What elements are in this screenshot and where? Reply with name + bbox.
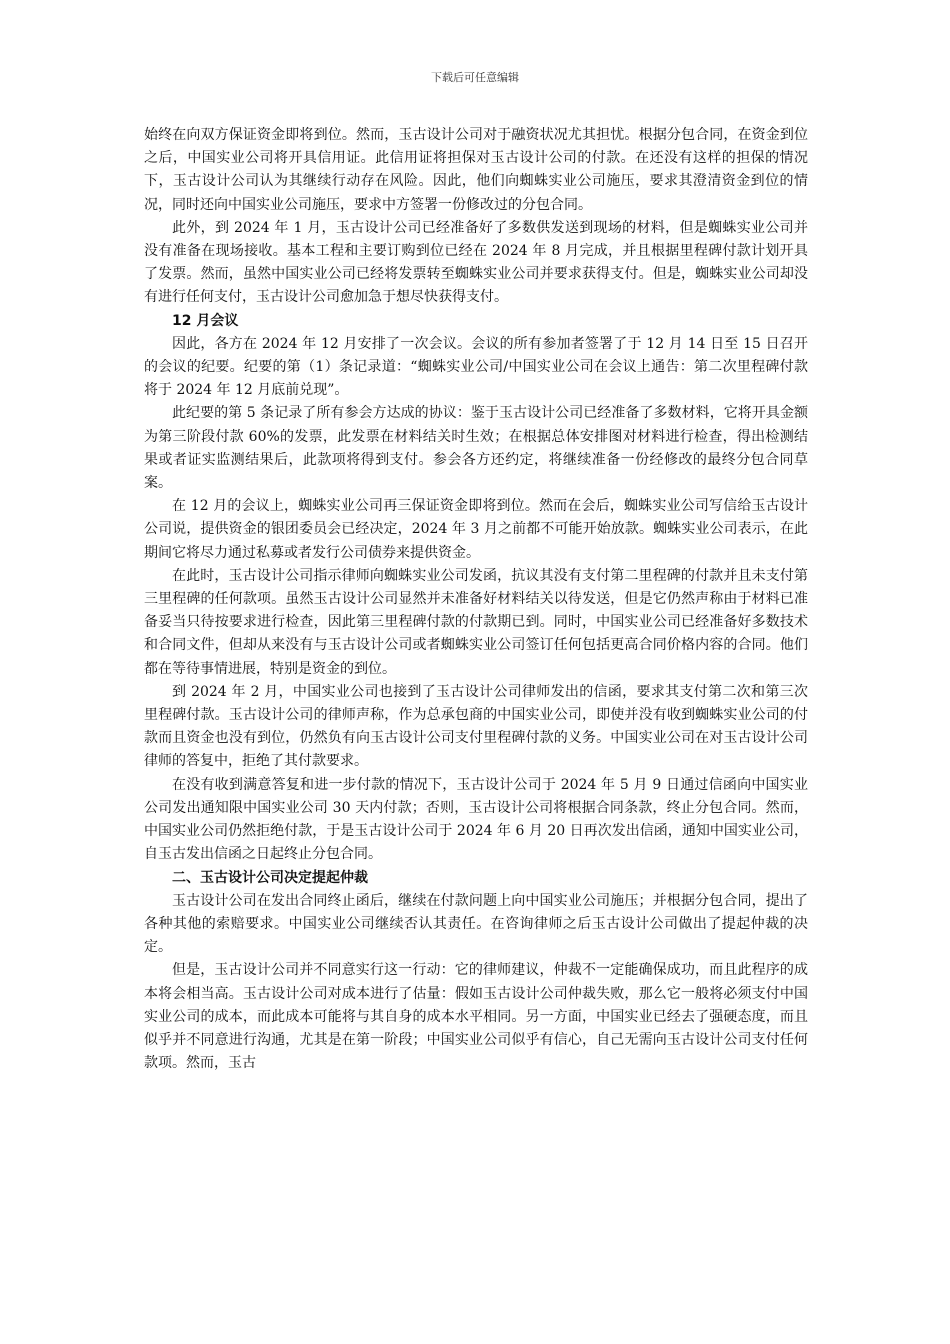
paragraph: 玉古设计公司在发出合同终止函后，继续在付款问题上向中国实业公司施压；并根据分包合同，提出了各种其他的索赔要求。中国实业公司继续否认其责任。在咨询律师之后玉古设计公司做出了提起仲裁的决定。 — [144, 892, 808, 956]
paragraph: 到 2024 年 2 月，中国实业公司也接到了玉古设计公司律师发出的信函，要求其支付第二次和第三次里程碑付款。玉古设计公司的律师声称，作为总承包商的中国实业公司，即使并没有收到蜘蛛实业公司的付款而且资金也没有到位，仍然负有向玉古设计公司支付里程碑付款的义务。中国实业公司在对玉古设计公司律师的答复中，拒绝了其付款要求。 — [144, 683, 808, 770]
paragraph: 在此时，玉古设计公司指示律师向蜘蛛实业公司发函，抗议其没有支付第二里程碑的付款并且未支付第三里程碑的任何款项。虽然玉古设计公司显然并未准备好材料结关以待发送，但是它仍然声称由于材料已准备妥当只待按要求进行检查，因此第三里程碑付款的付款期已到。同时，中国实业公司已经准备好多数技术和合同文件，但却从来没有与玉古设计公司或者蜘蛛实业公司签订任何包括更高合同价格内容的合同。他们都在等待事情进展，特别是资金的到位。 — [144, 567, 808, 677]
page-header: 下载后可任意编辑 — [431, 71, 519, 84]
document-body — [144, 124, 808, 1075]
paragraph: 此纪要的第 5 条记录了所有参会方达成的协议：鉴于玉古设计公司已经准备了多数材料，它将开具金额为第三阶段付款 60%的发票，此发票在材料结关时生效；在根据总体安排图对材料进行检查，得出检测结果或者证实监测结果后，此款项将得到支付。参会各方还约定，将继续准备一份经修改的最终分包合同草案。 — [144, 405, 808, 492]
section-heading: 12 月会议 — [172, 312, 239, 329]
paragraph: 在 12 月的会议上，蜘蛛实业公司再三保证资金即将到位。然而在会后，蜘蛛实业公司写信给玉古设计公司说，提供资金的银团委员会已经决定，2024 年 3 月之前都不可能开始放款。蜘蛛实业公司表示，在此期间它将尽力通过私募或者发行公司债券来提供资金。 — [144, 498, 808, 561]
paragraph: 但是，玉古设计公司并不同意实行这一行动：它的律师建议，仲裁不一定能确保成功，而且此程序的成本将会相当高。玉古设计公司对成本进行了估量：假如玉古设计公司仲裁失败，那么它一般将必须支付中国实业公司的成本，而此成本可能将与其自身的成本水平相同。另一方面，中国实业已经去了强硬态度，而且似乎并不同意进行沟通，尤其是在第一阶段；中国实业公司似乎有信心，自己无需向玉古设计公司支付任何款项。然而，玉古 — [144, 962, 808, 1072]
paragraph: 此外，到 2024 年 1 月，玉古设计公司已经准备好了多数供发送到现场的材料，但是蜘蛛实业公司并没有准备在现场接收。基本工程和主要订购到位已经在 2024 年 8 月完成，并且根据里程碑付款计划开具了发票。然而，虽然中国实业公司已经将发票转至蜘蛛实业公司并要求获得支付。但是，蜘蛛实业公司却没有进行任何支付，玉古设计公司愈加急于想尽快获得支付。 — [144, 219, 808, 306]
paragraph: 因此，各方在 2024 年 12 月安排了一次会议。会议的所有参加者签署了于 12 月 14 日至 15 日召开的会议的纪要。纪要的第（1）条记录道：“蜘蛛实业公司/中国实业公司在会议上通告：第二次里程碑付款将于 2024 年 12 月底前兑现”。 — [144, 335, 808, 399]
section-heading: 二、玉古设计公司决定提起仲裁 — [172, 869, 368, 886]
paragraph: 在没有收到满意答复和进一步付款的情况下，玉古设计公司于 2024 年 5 月 9 日通过信函向中国实业公司发出通知限中国实业公司 30 天内付款；否则，玉古设计公司将根据合同条款，终止分包合同。然而，中国实业公司仍然拒绝付款，于是玉古设计公司于 2024 年 6 月 20 日再次发出信函，通知中国实业公司，自玉古发出信函之日起终止分包合同。 — [144, 776, 808, 863]
paragraph: 始终在向双方保证资金即将到位。然而，玉古设计公司对于融资状况尤其担忧。根据分包合同，在资金到位之后，中国实业公司将开具信用证。此信用证将担保对玉古设计公司的付款。在还没有这样的担保的情况下，玉古设计公司认为其继续行动存在风险。因此，他们向蜘蛛实业公司施压，要求其澄清资金到位的情况，同时还向中国实业公司施压，要求中方签署一份修改过的分包合同。 — [144, 127, 808, 213]
